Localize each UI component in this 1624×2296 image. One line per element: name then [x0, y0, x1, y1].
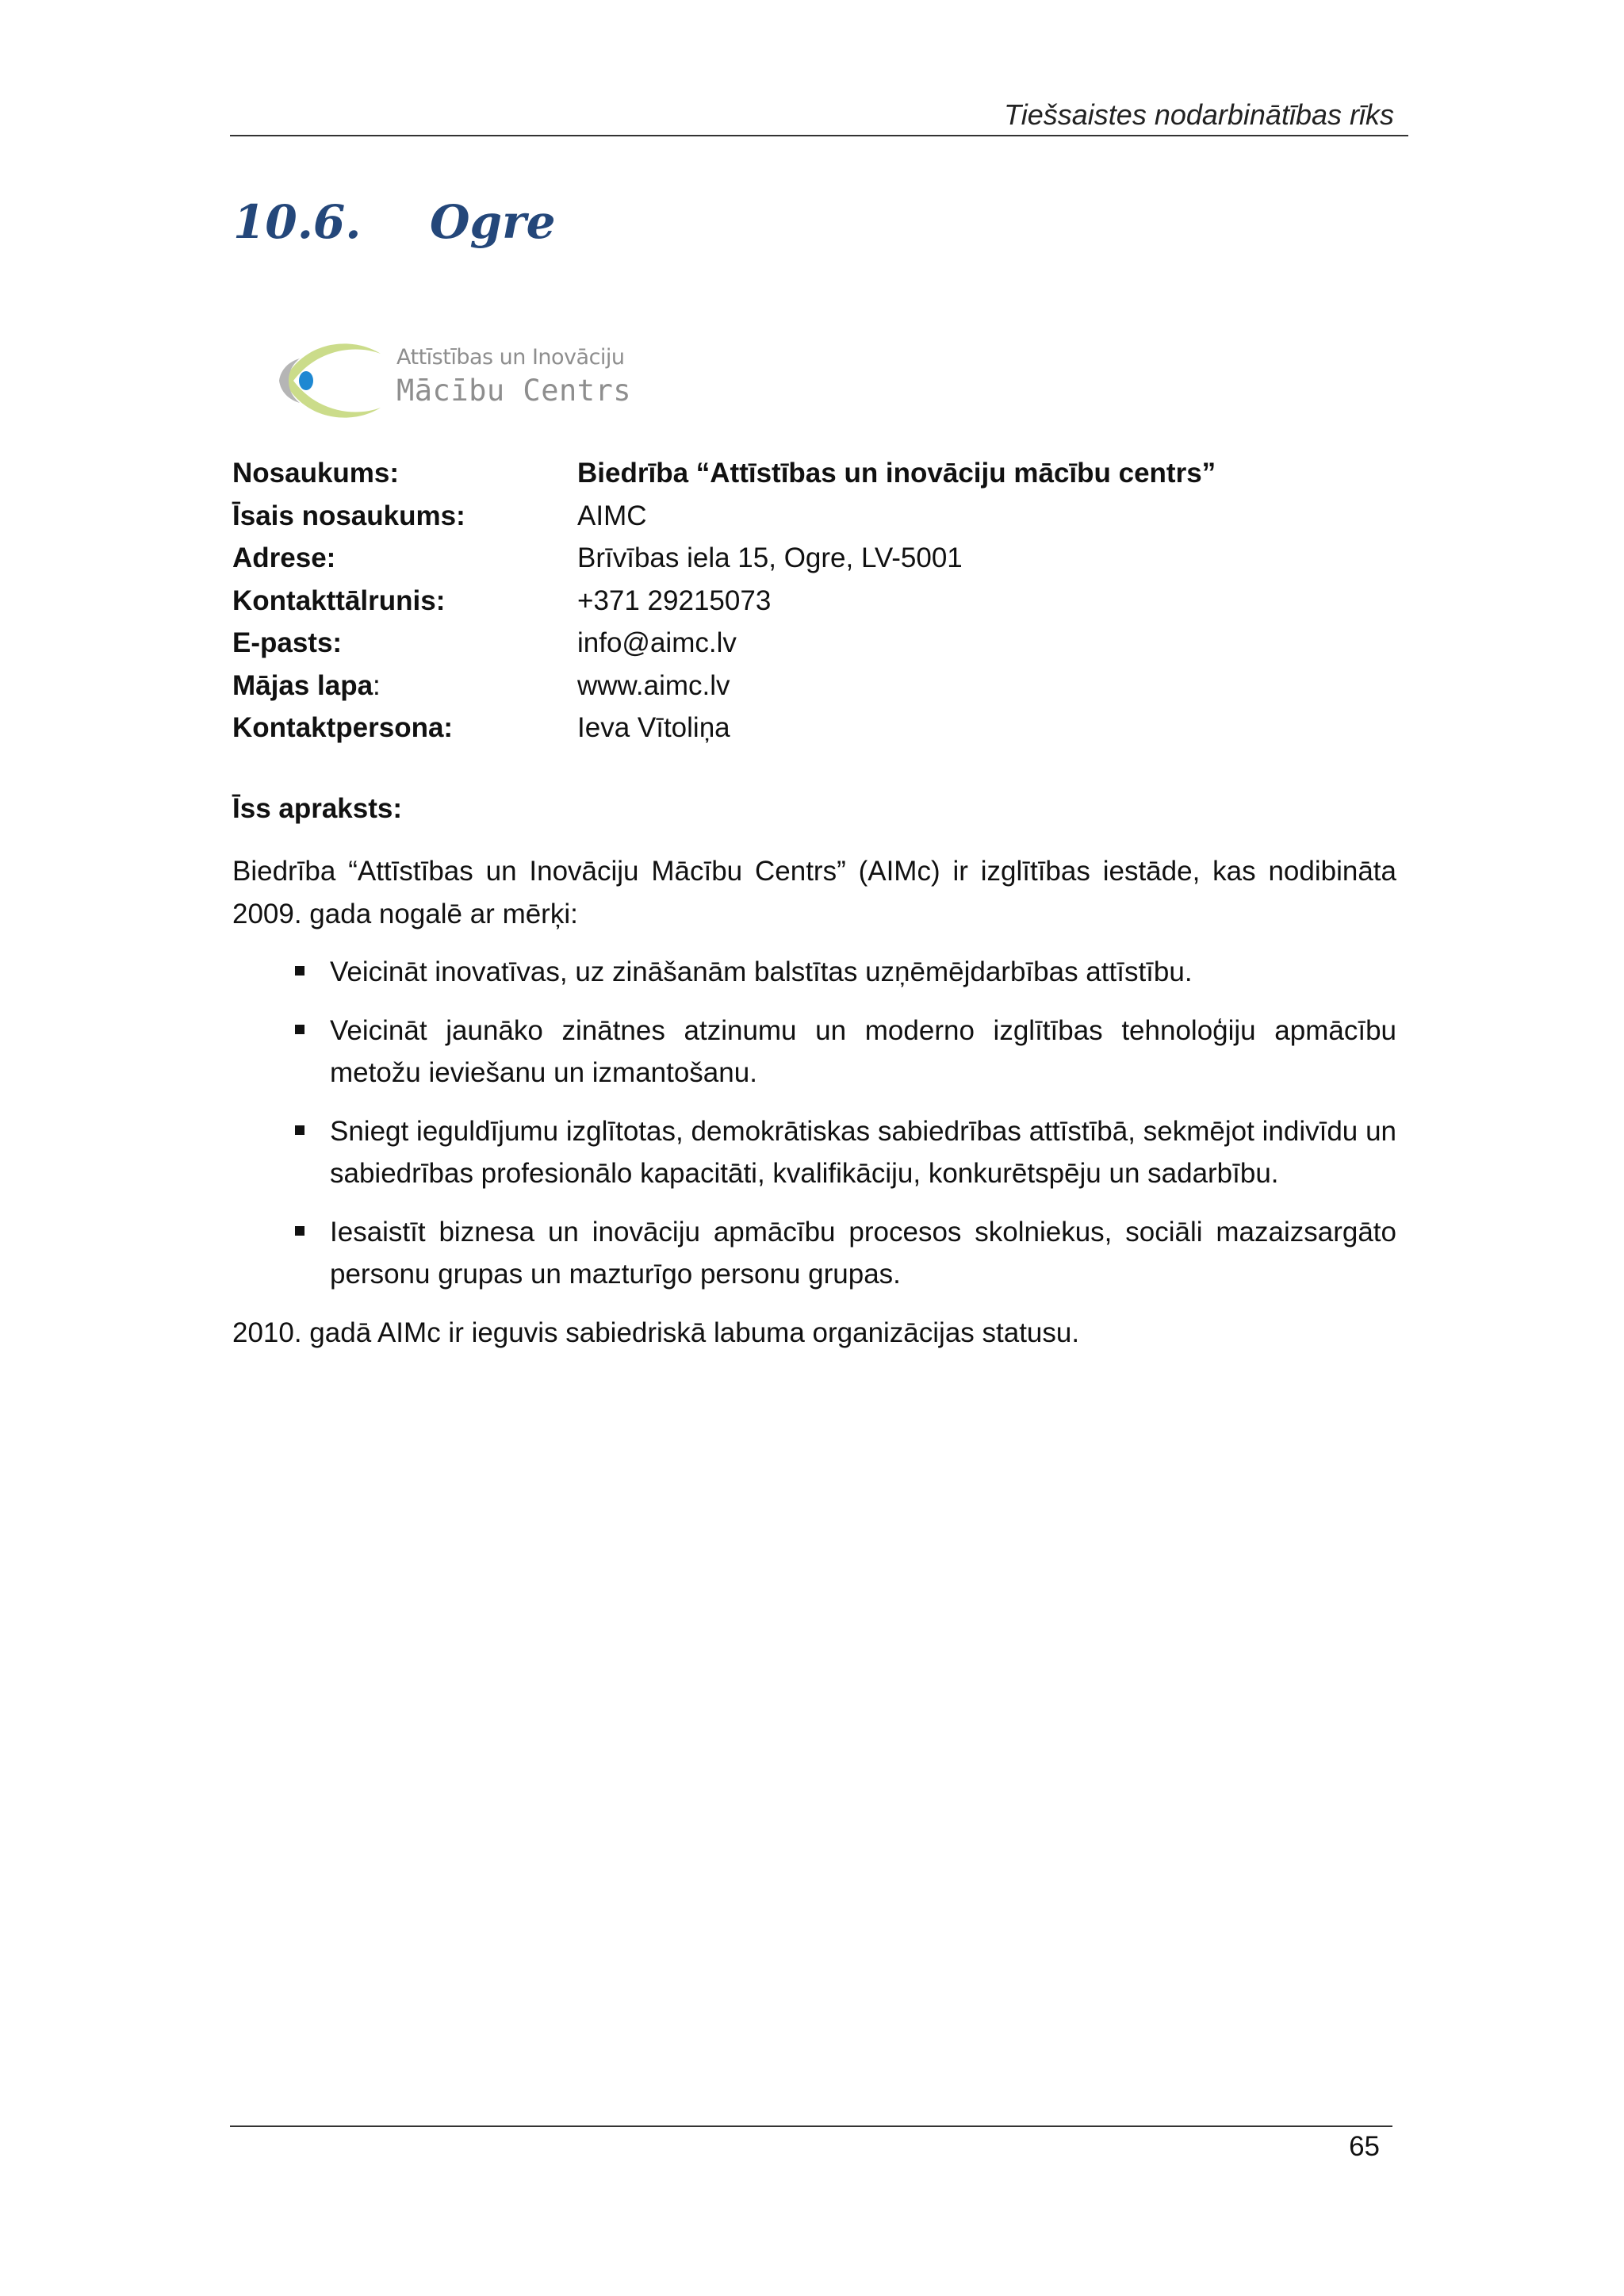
info-value: AIMC — [577, 500, 647, 531]
aimc-logo — [262, 325, 632, 428]
info-row-email — [232, 622, 1216, 665]
info-label: E-pasts: — [232, 627, 343, 658]
logo-line-1: Attīstības un Inovāciju — [396, 345, 625, 370]
bullet-icon — [295, 1025, 304, 1034]
header-rule — [230, 135, 1408, 136]
list-item — [330, 1110, 1396, 1195]
bullet-icon — [295, 1125, 304, 1135]
info-label-text: Mājas lapa — [232, 669, 373, 701]
description-intro: Biedrība “Attīstības un Inovāciju Mācību Centrs” (AIMc) ir izglītības iestāde, kas nodibināta 2009. gada nogalē ar mērķi: — [232, 856, 1396, 930]
goals-list — [232, 951, 1396, 1296]
logo-line-2: Mācību Centrs — [396, 374, 632, 408]
logo-eye-icon — [262, 325, 396, 428]
footer-rule — [230, 2125, 1392, 2127]
organization-info — [232, 452, 1216, 749]
info-value: Brīvības iela 15, Ogre, LV-5001 — [577, 542, 963, 573]
list-item — [330, 951, 1396, 994]
list-item-text: Veicināt jaunāko zinātnes atzinumu un moderno izglītības tehnoloģiju apmācību metožu ieviešanu un izmantošanu. — [330, 1014, 1396, 1088]
info-label: Kontakttālrunis: — [232, 585, 446, 616]
page-number: 65 — [1349, 2131, 1380, 2162]
info-value: +371 29215073 — [577, 585, 772, 616]
section-heading — [233, 195, 556, 249]
list-item-text: Iesaistīt biznesa un inovāciju apmācību procesos skolniekus, sociāli mazaizsargāto personu grupas un mazturīgo personu grupas. — [330, 1216, 1396, 1290]
running-header: Tiešsaistes nodarbinātības rīks — [1004, 98, 1394, 131]
info-value: Biedrība “Attīstības un inovāciju mācību centrs” — [577, 458, 1216, 489]
list-item-text: Veicināt inovatīvas, uz zināšanām balstītas uzņēmējdarbības attīstību. — [330, 956, 1193, 987]
info-label: Kontaktpersona: — [232, 712, 454, 743]
bullet-icon — [295, 1226, 304, 1236]
info-value: Ieva Vītoliņa — [577, 712, 730, 743]
bullet-icon — [295, 966, 304, 976]
website-link[interactable]: www.aimc.lv — [577, 669, 730, 701]
info-label: Īsais nosaukums: — [232, 500, 465, 531]
info-label: Adrese: — [232, 542, 336, 573]
info-row-name — [232, 452, 1216, 495]
description-body — [232, 850, 1396, 1354]
email-link[interactable]: info@aimc.lv — [577, 627, 737, 658]
info-label-colon: : — [373, 669, 381, 701]
list-item — [330, 1010, 1396, 1094]
logo-wordmark — [396, 344, 631, 411]
section-number: 10.6. — [233, 195, 362, 249]
description-closing: 2010. gadā AIMc ir ieguvis sabiedriskā labuma organizācijas statusu. — [232, 1317, 1080, 1348]
info-row-short-name — [232, 495, 1216, 538]
info-label — [232, 665, 577, 707]
info-label: Nosaukums: — [232, 458, 400, 489]
list-item — [330, 1211, 1396, 1296]
section-title: Ogre — [430, 195, 556, 249]
info-row-contact-person — [232, 707, 1216, 749]
list-item-text: Sniegt ieguldījumu izglītotas, demokrātiskas sabiedrības attīstībā, sekmējot indivīdu un sabiedrības profesionālo kapacitāti, kvalifikāciju, konkurētspēju un sadarbību. — [330, 1115, 1396, 1189]
description-heading: Īss apraksts: — [232, 793, 403, 824]
info-row-phone — [232, 580, 1216, 623]
info-row-website — [232, 665, 1216, 707]
info-row-address — [232, 537, 1216, 580]
